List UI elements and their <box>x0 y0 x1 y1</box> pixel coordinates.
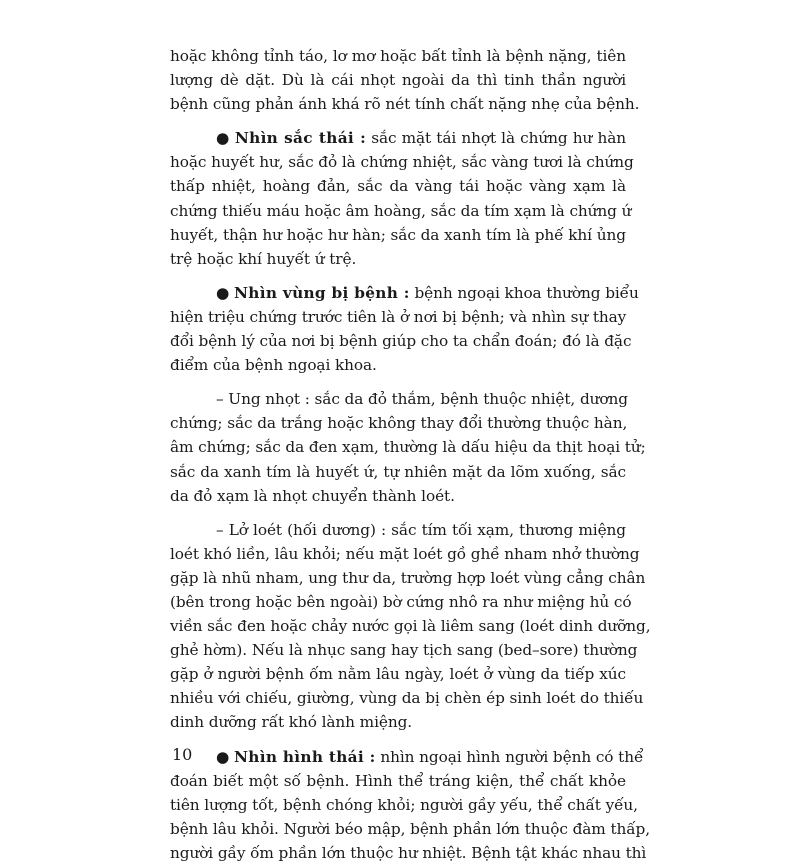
paragraph <box>170 281 639 377</box>
text-line: trệ hoặc khí huyết ứ trệ. <box>170 249 357 268</box>
text-line: bệnh cũng phản ánh khá rõ nét tính chất nặng nhẹ của bệnh. <box>170 95 640 114</box>
text-line: ghẻ hờm). Nếu là nhục sang hay tịch sang (bed–sore) thường <box>170 641 638 660</box>
text-line: đổi bệnh lý của nơi bị bệnh giúp cho ta chẩn đoán; đó là đặc <box>170 332 632 351</box>
text-line: loét khó liền, lâu khỏi; nếu mặt loét gồ ghề nham nhở thường <box>170 544 640 563</box>
text-line: bệnh lâu khỏi. Người béo mập, bệnh phần lớn thuộc đàm thấp, <box>170 819 650 838</box>
bullet-icon: ● <box>216 747 230 766</box>
text-line: chứng thiếu máu hoặc âm hoàng, sắc da tím xạm là chứng ứ <box>170 201 632 220</box>
bullet-icon: ● <box>216 129 230 148</box>
text-line: hoặc huyết hư, sắc đỏ là chứng nhiệt, sắc vàng tươi là chứng <box>170 153 634 172</box>
text-line <box>170 281 639 305</box>
text-line: hiện triệu chứng trước tiên là ở nơi bị bệnh; và nhìn sự thay <box>170 307 627 326</box>
section-heading: Nhìn vùng bị bệnh : <box>234 283 410 302</box>
text-line: chứng; sắc da trắng hoặc không thay đổi thường thuộc hàn, <box>170 414 628 433</box>
paragraph <box>170 745 650 865</box>
text-line: âm chứng; sắc da đen xạm, thường là dấu hiệu da thịt hoại tử; <box>170 438 646 457</box>
paragraph <box>170 387 646 507</box>
page-body <box>170 44 651 865</box>
section-heading: Nhìn sắc thái : <box>234 129 367 148</box>
text-line: tiên lượng tốt, bệnh chóng khỏi; người gầy yếu, thể chất yếu, <box>170 795 638 814</box>
text-line: sắc da xanh tím là huyết ứ, tự nhiên mặt da lõm xuống, sắc <box>170 462 626 481</box>
text-line: điểm của bệnh ngoại khoa. <box>170 356 377 375</box>
text-line: viền sắc đen hoặc chảy nước gọi là liêm sang (loét dinh dưỡng, <box>170 617 651 636</box>
text-line: lượng dè dặt. Dù là cái nhọt ngoài da thì tinh thần người <box>170 71 626 90</box>
paragraph <box>170 518 651 735</box>
paragraph <box>170 44 640 116</box>
section-heading: Nhìn hình thái : <box>234 747 376 766</box>
text-line: (bên trong hoặc bên ngoài) bờ cứng nhô ra như miệng hủ có <box>170 592 632 611</box>
text-line: đoán biết một số bệnh. Hình thể tráng kiện, thể chất khỏe <box>170 771 626 790</box>
text-line: thấp nhiệt, hoàng đản, sắc da vàng tái hoặc vàng xạm là <box>170 177 626 196</box>
bullet-icon: ● <box>216 283 230 302</box>
text-span: nhìn ngoại hình người bệnh có thể <box>375 747 644 766</box>
text-line: gặp là nhũ nham, ung thư da, trường hợp loét vùng cẳng chân <box>170 568 646 587</box>
text-line: – Lở loét (hối dương) : sắc tím tối xạm, thương miệng <box>216 520 626 539</box>
text-line <box>170 126 626 150</box>
text-line: da đỏ xạm là nhọt chuyển thành loét. <box>170 486 455 505</box>
paragraph <box>170 126 634 271</box>
text-span: bệnh ngoại khoa thường biểu <box>409 283 639 302</box>
text-line: nhiều với chiếu, giường, vùng da bị chèn ép sinh loét do thiếu <box>170 689 644 708</box>
text-line: gặp ở người bệnh ốm nằm lâu ngày, loét ở vùng da tiếp xúc <box>170 665 626 684</box>
text-span: sắc mặt tái nhợt là chứng hư hàn <box>366 129 626 148</box>
text-line: – Ung nhọt : sắc da đỏ thắm, bệnh thuộc nhiệt, dương <box>216 390 628 409</box>
text-line: hoặc không tỉnh táo, lơ mơ hoặc bất tỉnh là bệnh nặng, tiên <box>170 47 626 65</box>
page-number: 10 <box>172 745 193 764</box>
text-line: dinh dưỡng rất khó lành miệng. <box>170 713 413 732</box>
text-line <box>170 745 644 769</box>
text-line: người gầy ốm phần lớn thuộc hư nhiệt. Bệnh tật khác nhau thì <box>170 843 647 862</box>
text-line: huyết, thận hư hoặc hư hàn; sắc da xanh tím là phế khí ủng <box>170 225 626 244</box>
